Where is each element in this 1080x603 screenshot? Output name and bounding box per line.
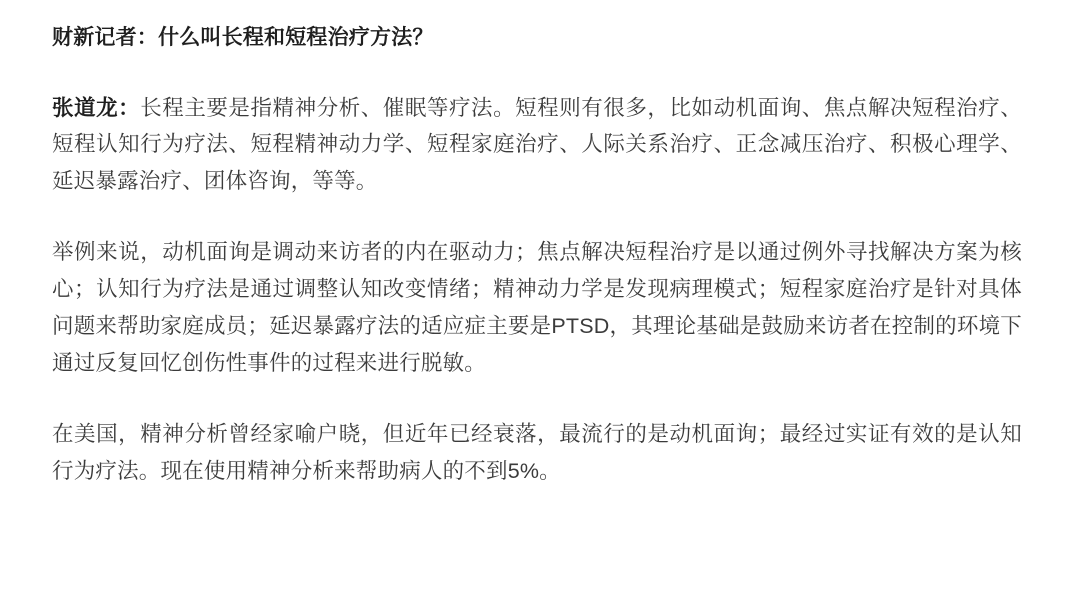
speaker-name: 张道龙：: [52, 95, 141, 120]
paragraph-text: 举例来说，动机面询是调动来访者的内在驱动力；焦点解决短程治疗是以通过例外寻找解决方案为核心；认知行为疗法是通过调整认知改变情绪；精神动力学是发现病理模式；短程家庭治疗是针对具体问题来帮助家庭成员；延迟暴露疗法的适应症主要是PTSD，其理论基础是鼓励来访者在控制的环境下通过反复回忆创伤性事件的过程来进行脱敏。: [52, 240, 1022, 376]
article-body: [52, 22, 1022, 490]
paragraph-text: 长程主要是指精神分析、催眠等疗法。短程则有很多，比如动机面询、焦点解决短程治疗、短程认知行为疗法、短程精神动力学、短程家庭治疗、人际关系治疗、正念减压治疗、积极心理学、延迟暴露治疗、团体咨询，等等。: [52, 95, 1022, 194]
answer-paragraph-1: [52, 90, 1022, 201]
answer-paragraph-3: [52, 416, 1022, 490]
paragraph-text: 在美国，精神分析曾经家喻户晓，但近年已经衰落，最流行的是动机面询；最经过实证有效的是认知行为疗法。现在使用精神分析来帮助病人的不到5%。: [52, 422, 1022, 484]
answer-paragraph-2: [52, 234, 1022, 382]
question-heading: 财新记者：什么叫长程和短程治疗方法？: [52, 26, 434, 49]
